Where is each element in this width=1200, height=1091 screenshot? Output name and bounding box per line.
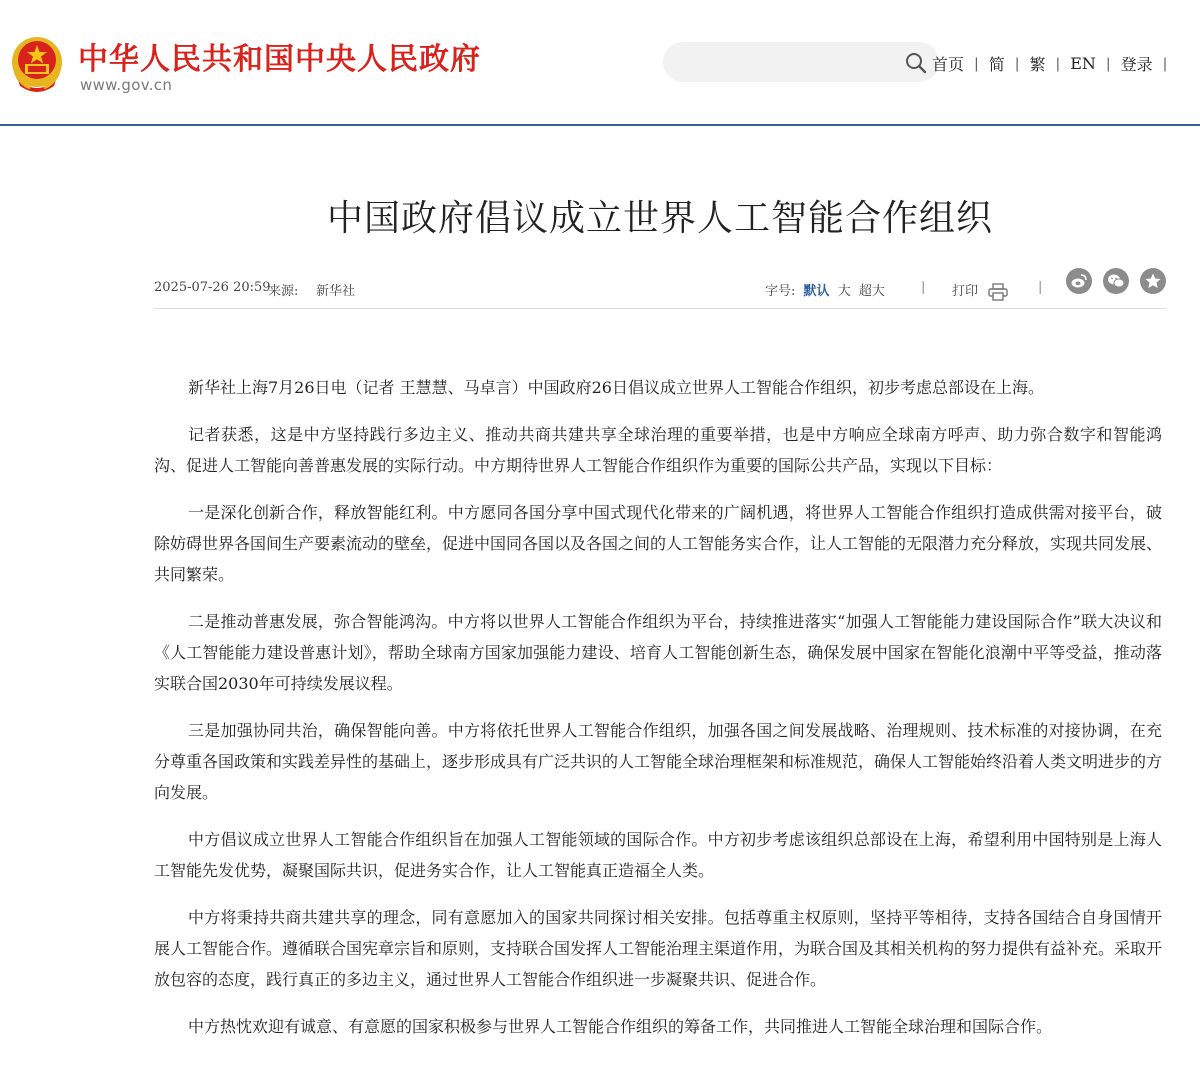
- nav-separator: |: [1162, 55, 1168, 72]
- search-icon[interactable]: [905, 52, 925, 72]
- nav-simplified[interactable]: 简: [988, 55, 1005, 74]
- meta-divider: |: [1038, 280, 1043, 295]
- article-paragraph: 记者获悉，这是中方坚持践行多边主义、推动共商共建共享全球治理的重要举措，也是中方响应全球南方呼声、助力弥合数字和智能鸿沟、促进人工智能向善普惠发展的实际行动。中方期待世界人工智能合作组织作为重要的国际公共产品，实现以下目标：: [154, 425, 1162, 475]
- nav-english[interactable]: EN: [1070, 54, 1096, 73]
- font-size-control: [765, 280, 885, 299]
- article-paragraph: 一是深化创新合作，释放智能红利。中方愿同各国分享中国式现代化带来的广阔机遇，将世界人工智能合作组织打造成供需对接平台，破除妨碍世界各国间生产要素流动的壁垒，促进中国同各国以及各国之间的人工智能务实合作，让人工智能的无限潜力充分释放，实现共同发展、共同繁荣。: [154, 503, 1163, 584]
- article-paragraph: 中方将秉持共商共建共享的理念，同有意愿加入的国家共同探讨相关安排。包括尊重主权原则，坚持平等相待，支持各国结合自身国情开展人工智能合作。遵循联合国宪章宗旨和原则，支持联合国发挥人工智能治理主渠道作用，为联合国及其相关机构的努力提供有益补充。采取开放包容的态度，践行真正的多边主义，通过世界人工智能合作组织进一步凝聚共识、促进合作。: [154, 908, 1163, 989]
- nav-traditional[interactable]: 繁: [1029, 55, 1046, 74]
- site-title[interactable]: 中华人民共和国中央人民政府: [78, 42, 481, 77]
- font-size-large[interactable]: 大: [837, 284, 851, 299]
- source-label: 来源:: [268, 284, 299, 299]
- article-meta: [154, 278, 1166, 309]
- article-paragraph: 二是推动普惠发展，弥合智能鸿沟。中方将以世界人工智能合作组织为平台，持续推进落实“加强人工智能能力建设国际合作”联大决议和《人工智能能力建设普惠计划》，帮助全球南方国家加强能力建设、培育人工智能创新生态，确保发展中国家在智能化浪潮中平等受益，推动落实联合国2030年可持续发展议程。: [154, 612, 1162, 693]
- article-title: 中国政府倡议成立世界人工智能合作组织: [326, 198, 993, 239]
- nav-separator: |: [1014, 55, 1020, 72]
- nav-separator: |: [1055, 55, 1061, 72]
- publish-date: 2025-07-26 20:59: [154, 280, 271, 295]
- article-paragraph: 中方倡议成立世界人工智能合作组织旨在加强人工智能领域的国际合作。中方初步考虑该组织总部设在上海，希望利用中国特别是上海人工智能先发优势，凝聚国际共识，促进务实合作，让人工智能真正造福全人类。: [154, 830, 1162, 880]
- site-url[interactable]: www.gov.cn: [80, 76, 173, 94]
- font-size-xlarge[interactable]: 超大: [858, 284, 885, 299]
- nav-separator: |: [1105, 55, 1111, 72]
- national-emblem-icon[interactable]: [10, 36, 64, 94]
- weibo-icon[interactable]: [1066, 268, 1092, 294]
- site-header: [0, 0, 1200, 126]
- meta-divider: |: [921, 280, 926, 295]
- nav-home[interactable]: 首页: [932, 55, 965, 74]
- font-size-default[interactable]: 默认: [803, 284, 830, 299]
- wechat-icon[interactable]: [1103, 268, 1129, 294]
- article-body: [154, 372, 1162, 1058]
- nav-separator: |: [974, 55, 979, 72]
- source-name: 新华社: [316, 284, 356, 299]
- print-button[interactable]: [952, 280, 1008, 301]
- print-label: 打印: [952, 284, 979, 299]
- nav-login[interactable]: 登录: [1120, 55, 1153, 74]
- article-paragraph: 三是加强协同共治，确保智能向善。中方将依托世界人工智能合作组织，加强各国之间发展战略、治理规则、技术标准的对接协调，在充分尊重各国政策和实践差异性的基础上，逐步形成具有广泛共识的人工智能全球治理框架和标准规范，确保人工智能始终沿着人类文明进步的方向发展。: [154, 721, 1163, 802]
- top-nav: [932, 52, 1177, 75]
- article-paragraph: 新华社上海7月26日电（记者 王慧慧、马卓言）中国政府26日倡议成立世界人工智能合作组织，初步考虑总部设在上海。: [188, 378, 1044, 397]
- printer-icon: [988, 283, 1008, 301]
- search-input[interactable]: [663, 42, 939, 82]
- font-size-label: 字号:: [765, 284, 796, 299]
- favorite-icon[interactable]: [1140, 268, 1166, 294]
- article-paragraph: 中方热忱欢迎有诚意、有意愿的国家积极参与世界人工智能合作组织的筹备工作，共同推进人工智能全球治理和国际合作。: [188, 1017, 1053, 1036]
